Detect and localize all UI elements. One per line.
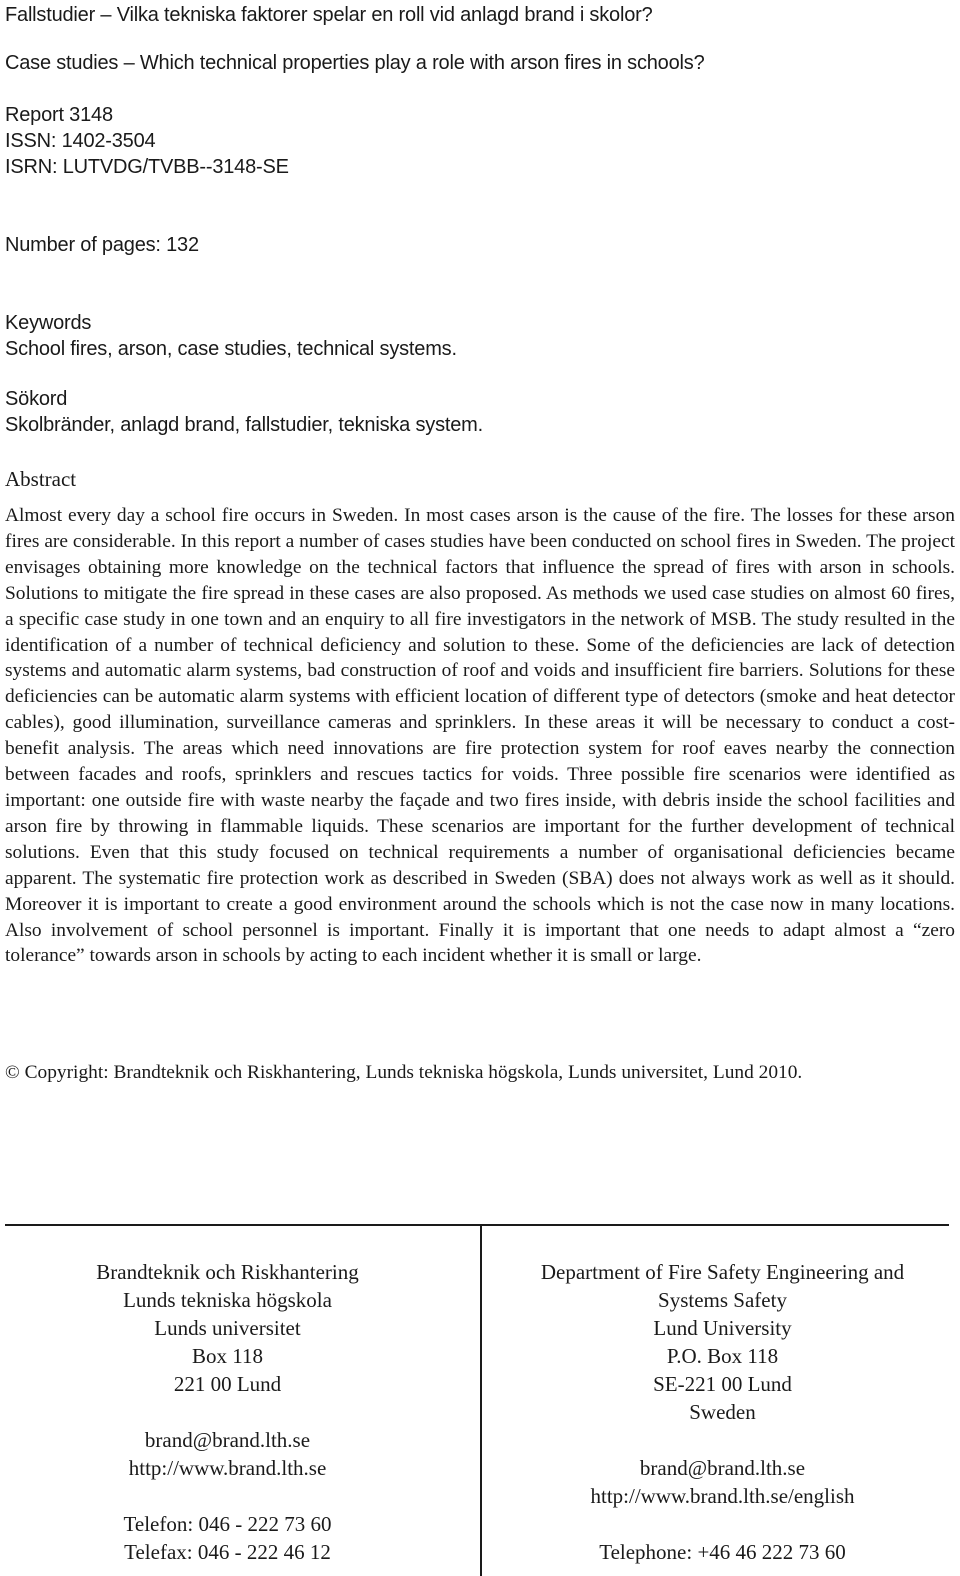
phone-number: Telephone: +46 46 222 73 60 (599, 1540, 846, 1564)
country: Sweden (689, 1400, 756, 1424)
footer-swedish-address (0, 1258, 455, 1566)
email-link[interactable]: brand@brand.lth.se (144, 1428, 311, 1452)
footer-column-divider (480, 1224, 482, 1576)
report-number: Report 3148 (5, 104, 113, 126)
org-name-1: Brandteknik och Riskhantering (96, 1260, 359, 1284)
university-name: Lund University (653, 1316, 792, 1340)
title-english: Case studies – Which technical properties play a role with arson fires in schools? (5, 52, 705, 74)
issn: ISSN: 1402-3504 (5, 130, 156, 152)
isrn: ISRN: LUTVDG/TVBB--3148-SE (5, 156, 289, 178)
website-link[interactable]: http://www.brand.lth.se/english (590, 1484, 855, 1508)
postal-city: SE-221 00 Lund (653, 1372, 792, 1396)
department-name-1: Department of Fire Safety Engineering and (540, 1260, 905, 1284)
keywords-label: Keywords (5, 312, 92, 334)
sokord-text: Skolbränder, anlagd brand, fallstudier, tekniska system. (5, 414, 483, 436)
abstract-text: Almost every day a school fire occurs in Sweden. In most cases arson is the cause of the fire. The losses for these arson fires are considerable. In this report a number of cases studies have been conducted on school fires in Sweden. The project envisages obtaining more knowledge on the technical factors that influence the spread of fires with arson in schools. Solutions to mitigate the fire spread in these cases are also proposed. As methods we used case studies on almost 60 fires, a specific case study in one town and an enquiry to all fire investigators in the network of MSB. The study resulted in the identification of a number of technical deficiency and solution to these. Some of the deficiencies are lack of detection systems and automatic alarm systems, bad construction of roof and voids and insufficient fire barriers. Solutions for these deficiencies can be automatic alarm systems with efficient location of different type of detectors (smoke and heat detector cables), good illumination, surveillance cameras and sprinklers. In these areas it will be necessary to conduct a cost-benefit analysis. The areas which need innovations are fire protection system for roof eaves nearby the connection between facades and roofs, sprinklers and rescues tactics for voids. Three possible fire scenarios were identified as important: one outside fire with waste nearby the façade and two fires inside, with debris inside the school facilities and arson fire by throwing in flammable liquids. These scenarios are important for the further development of technical solutions. Even that this study focused on technical requirements a number of organisational deficiencies became apparent. The systematic fire protection work as described in Sweden (SBA) does not always work as well as it should. Moreover it is important to create a good environment around the schools which is not the case now in many locations. Also involvement of school personnel is important. Finally it is important that one needs to adapt almost a “zero tolerance” towards arson in schools by acting to each incident whether it is small or large. (5, 505, 955, 967)
footer-divider (5, 1224, 949, 1226)
title-swedish: Fallstudier – Vilka tekniska faktorer spelar en roll vid anlagd brand i skolor? (5, 4, 653, 26)
page-count: Number of pages: 132 (5, 234, 199, 256)
postal-city: 221 00 Lund (173, 1372, 282, 1396)
postal-box: Box 118 (192, 1344, 263, 1368)
website-link[interactable]: http://www.brand.lth.se (128, 1456, 327, 1480)
phone-number: Telefon: 046 - 222 73 60 (123, 1512, 332, 1536)
abstract-heading: Abstract (5, 467, 77, 491)
keywords-text: School fires, arson, case studies, technical systems. (5, 338, 457, 360)
sokord-label: Sökord (5, 388, 68, 410)
copyright-notice: © Copyright: Brandteknik och Riskhantering, Lunds tekniska högskola, Lunds universitet, Lund 2010. (5, 1062, 803, 1083)
org-name-3: Lunds universitet (154, 1316, 301, 1340)
postal-box: P.O. Box 118 (666, 1344, 779, 1368)
department-name-2: Systems Safety (658, 1288, 787, 1312)
fax-number: Telefax: 046 - 222 46 12 (124, 1540, 331, 1564)
email-link[interactable]: brand@brand.lth.se (639, 1456, 806, 1480)
org-name-2: Lunds tekniska högskola (123, 1288, 332, 1312)
footer-english-address (490, 1258, 955, 1566)
